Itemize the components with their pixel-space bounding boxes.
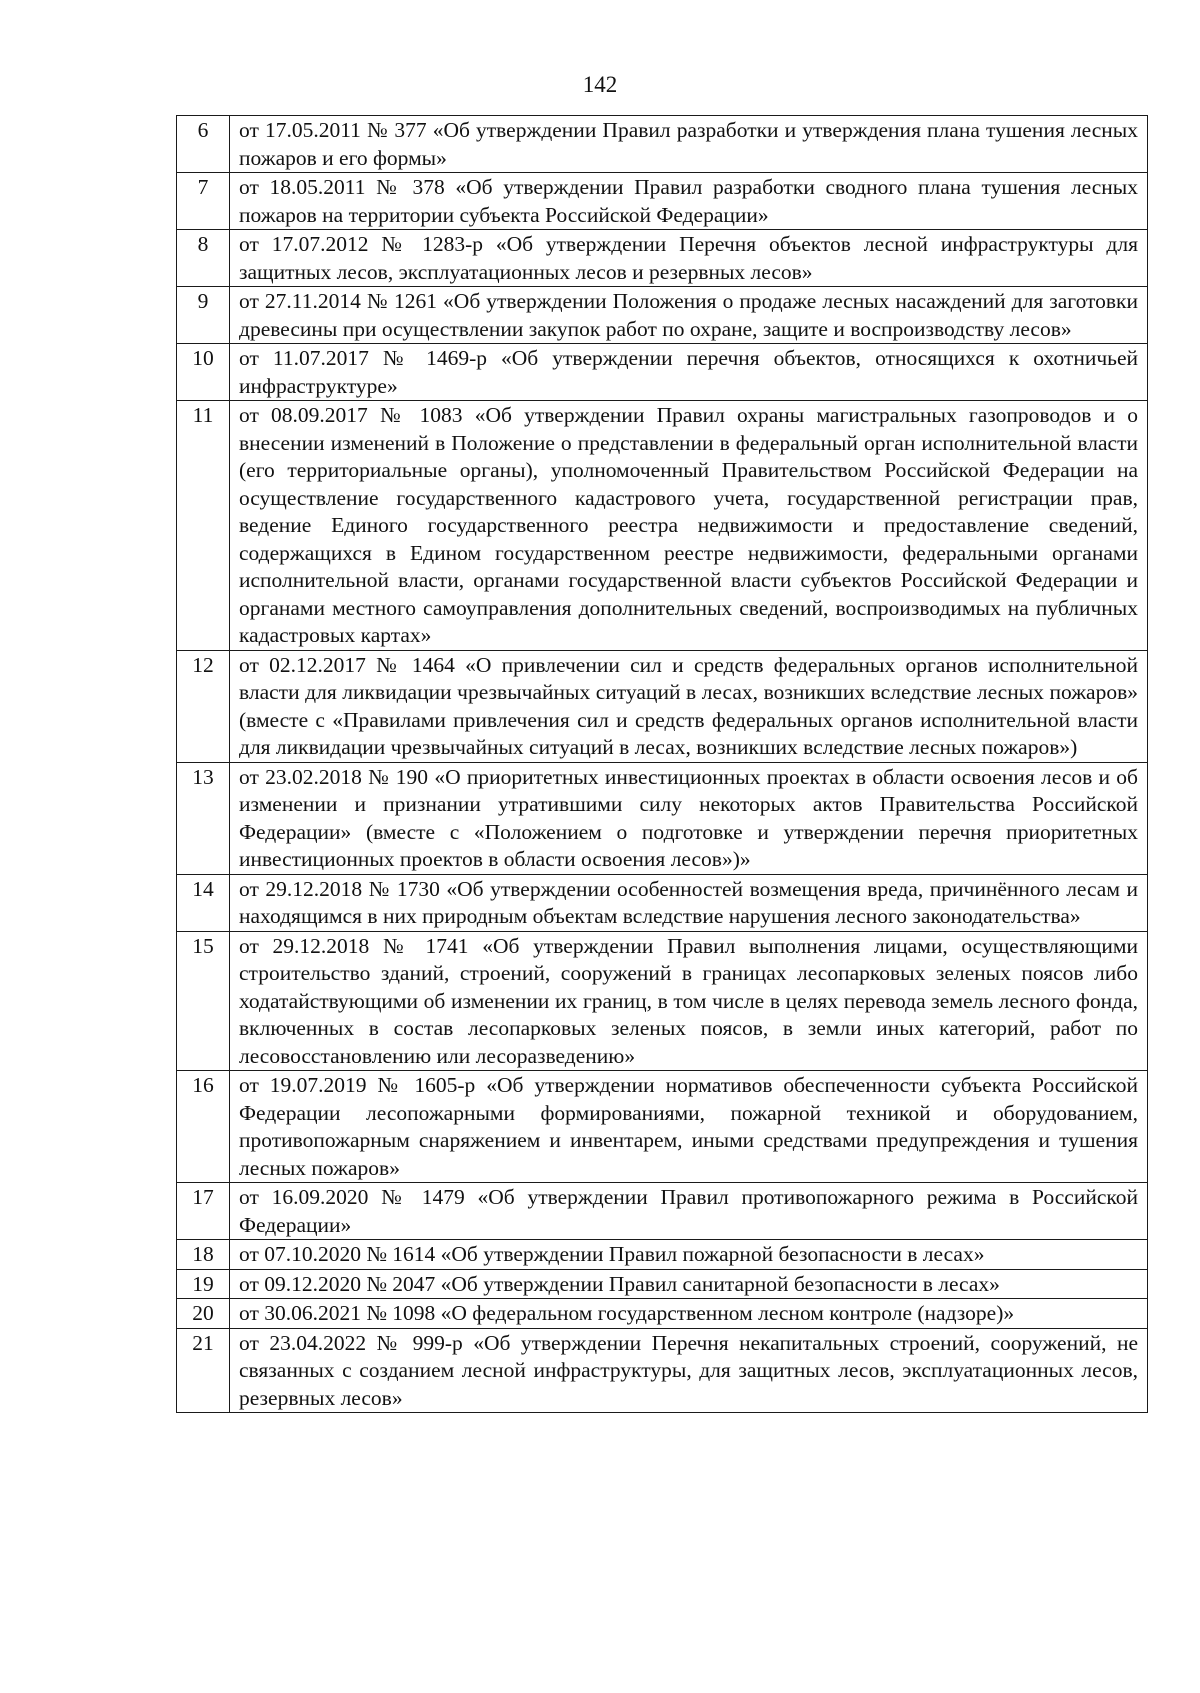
act-description: от 09.12.2020 № 2047 «Об утверждении Правил санитарной безопасности в лесах» — [230, 1269, 1148, 1299]
act-description: от 08.09.2017 № 1083 «Об утверждении Правил охраны магистральных газопроводов и о внесении изменений в Положение о представлении в федеральный орган исполнительной власти (его территориальные органы), уполномоченный Правительством Российской Федерации на осуществление государственного кадастрового учета, государственной регистрации прав, ведение Единого государственного реестра недвижимости и предоставление сведений, содержащихся в Едином государственном реестре недвижимости, федеральными органами исполнительной власти, органами государственной власти субъектов Российской Федерации и органами местного самоуправления дополнительных сведений, воспроизводимых на публичных кадастровых картах» — [230, 401, 1148, 651]
act-description: от 11.07.2017 № 1469-р «Об утверждении перечня объектов, относящихся к охотничьей инфраструктуре» — [230, 344, 1148, 401]
table-row — [177, 1269, 1148, 1299]
act-description: от 29.12.2018 № 1730 «Об утверждении особенностей возмещения вреда, причинённого лесам и находящимся в них природным объектам вследствие нарушения лесного законодательства» — [230, 874, 1148, 931]
table-row — [177, 931, 1148, 1071]
act-description: от 23.02.2018 № 190 «О приоритетных инвестиционных проектах в области освоения лесов и об изменении и признании утратившими силу некоторых актов Правительства Российской Федерации» (вместе с «Положением о подготовке и утверждении перечня приоритетных инвестиционных проектов в области освоения лесов»)» — [230, 762, 1148, 874]
row-number: 10 — [177, 344, 230, 401]
act-description: от 30.06.2021 № 1098 «О федеральном государственном лесном контроле (надзоре)» — [230, 1299, 1148, 1329]
row-number: 15 — [177, 931, 230, 1071]
act-description: от 17.07.2012 № 1283-р «Об утверждении Перечня объектов лесной инфраструктуры для защитных лесов, эксплуатационных лесов и резервных лесов» — [230, 230, 1148, 287]
acts-table — [176, 115, 1148, 1413]
act-description: от 02.12.2017 № 1464 «О привлечении сил и средств федеральных органов исполнительной власти для ликвидации чрезвычайных ситуаций в лесах, возникших вследствие лесных пожаров» (вместе с «Правилами привлечения сил и средств федеральных органов исполнительной власти для ликвидации чрезвычайных ситуаций в лесах, возникших вследствие лесных пожаров») — [230, 650, 1148, 762]
row-number: 17 — [177, 1183, 230, 1240]
act-description: от 27.11.2014 № 1261 «Об утверждении Положения о продаже лесных насаждений для заготовки древесины при осуществлении закупок работ по охране, защите и воспроизводству лесов» — [230, 287, 1148, 344]
row-number: 21 — [177, 1328, 230, 1413]
table-row — [177, 1299, 1148, 1329]
row-number: 6 — [177, 116, 230, 173]
table-row — [177, 344, 1148, 401]
row-number: 11 — [177, 401, 230, 651]
table-row — [177, 116, 1148, 173]
table-row — [177, 401, 1148, 651]
row-number: 20 — [177, 1299, 230, 1329]
row-number: 13 — [177, 762, 230, 874]
row-number: 18 — [177, 1240, 230, 1270]
row-number: 14 — [177, 874, 230, 931]
table-row — [177, 1183, 1148, 1240]
row-number: 19 — [177, 1269, 230, 1299]
row-number: 9 — [177, 287, 230, 344]
row-number: 16 — [177, 1071, 230, 1183]
act-description: от 17.05.2011 № 377 «Об утверждении Правил разработки и утверждения плана тушения лесных пожаров и его формы» — [230, 116, 1148, 173]
table-row — [177, 287, 1148, 344]
row-number: 7 — [177, 173, 230, 230]
act-description: от 29.12.2018 № 1741 «Об утверждении Правил выполнения лицами, осуществляющими строительство зданий, строений, сооружений в границах лесопарковых зеленых поясов либо ходатайствующими об изменении их границ, в том числе в целях перевода земель лесного фонда, включенных в состав лесопарковых зеленых поясов, в земли иных категорий, работ по лесовосстановлению или лесоразведению» — [230, 931, 1148, 1071]
act-description: от 07.10.2020 № 1614 «Об утверждении Правил пожарной безопасности в лесах» — [230, 1240, 1148, 1270]
table-row — [177, 650, 1148, 762]
page-number: 142 — [582, 72, 618, 97]
table-row — [177, 1328, 1148, 1413]
table-row — [177, 762, 1148, 874]
act-description: от 19.07.2019 № 1605-р «Об утверждении нормативов обеспеченности субъекта Российской Федерации лесопожарными формированиями, пожарной техникой и оборудованием, противопожарным снаряжением и инвентарем, иными средствами предупреждения и тушения лесных пожаров» — [230, 1071, 1148, 1183]
acts-table-body — [177, 116, 1148, 1413]
table-row — [177, 1240, 1148, 1270]
table-row — [177, 230, 1148, 287]
row-number: 12 — [177, 650, 230, 762]
row-number: 8 — [177, 230, 230, 287]
act-description: от 18.05.2011 № 378 «Об утверждении Правил разработки сводного плана тушения лесных пожаров на территории субъекта Российской Федерации» — [230, 173, 1148, 230]
act-description: от 23.04.2022 № 999-р «Об утверждении Перечня некапитальных строений, сооружений, не связанных с созданием лесной инфраструктуры, для защитных лесов, эксплуатационных лесов, резервных лесов» — [230, 1328, 1148, 1413]
table-row — [177, 1071, 1148, 1183]
table-row — [177, 874, 1148, 931]
act-description: от 16.09.2020 № 1479 «Об утверждении Правил противопожарного режима в Российской Федерации» — [230, 1183, 1148, 1240]
table-row — [177, 173, 1148, 230]
